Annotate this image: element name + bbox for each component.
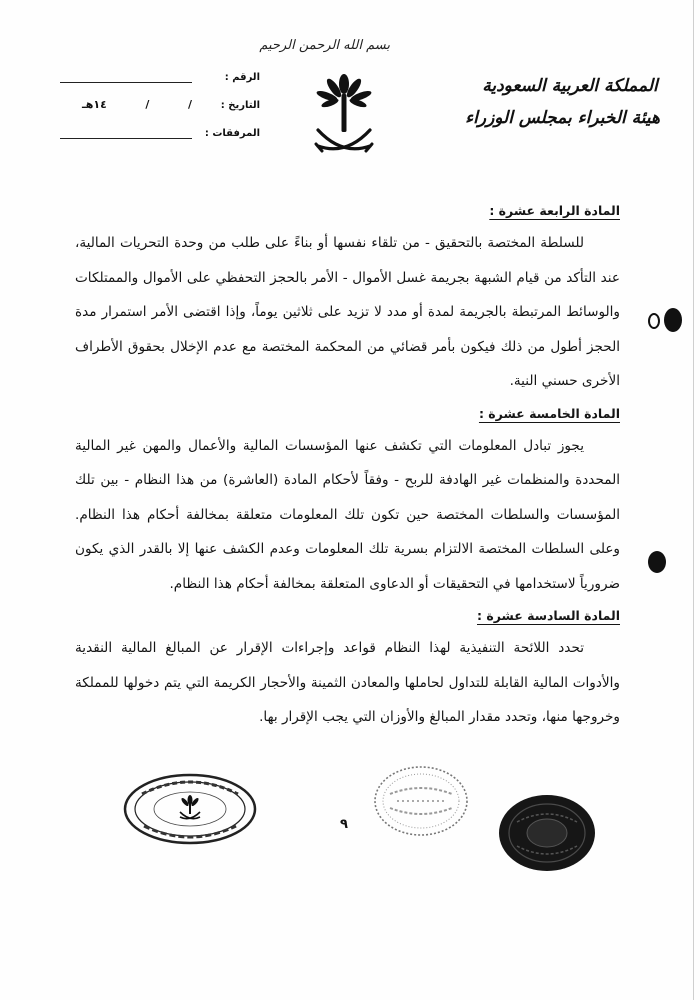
reference-fields [60, 68, 260, 152]
scan-edge-line [693, 0, 694, 1000]
punch-hole-mark [664, 308, 682, 332]
basmala: بسم الله الرحمن الرحيم [259, 38, 390, 53]
article-text: تحدد اللائحة التنفيذية لهذا النظام قواعد وإجراءات الإقرار عن المبالغ المالية النقدية والأدوات المالية القابلة للتداول لحاملها والمعادن الثمينة والأحجار الكريمة التي يتم دخولها للمملكة وخروجها منها، وتحدد مقدار المبالغ والأوزان التي يجب الإقرار بها. [75, 640, 620, 725]
faint-circular-stamp [372, 764, 470, 838]
reference-number-label: الرقم : [224, 72, 260, 83]
palm-and-crossed-swords-emblem [312, 72, 376, 160]
date-separator: / [187, 98, 192, 111]
document-body [75, 196, 620, 735]
reference-number-row [60, 68, 260, 96]
reference-attachments-label: المرفقات : [204, 128, 260, 139]
punch-hole-ring [648, 313, 660, 329]
reference-number-line [60, 82, 192, 83]
authority-name: هيئة الخبراء بمجلس الوزراء [465, 108, 660, 128]
date-separator: / [145, 98, 150, 111]
article-text: يجوز تبادل المعلومات التي تكشف عنها المؤسسات المالية والأعمال والمهن غير المالية المحددة والمنظمات غير الهادفة للربح - وفقاً لأحكام المادة (العاشرة) من هذا النظام - بين تلك المؤسسات والسلطات المختصة حين تكون تلك المعلومات متعلقة بمخالفة أحكام هذا النظام. وعلى السلطات المختصة الالتزام بسرية تلك المعلومات وعدم الكشف عنها إلا بالقدر الذي يكون ضرورياً لاستخدامها في التحقيقات أو الدعاوى المتعلقة بمخالفة أحكام هذا النظام. [75, 437, 620, 592]
reference-attachments-row [60, 124, 260, 152]
page-number: ٩ [340, 817, 348, 832]
kingdom-name: المملكة العربية السعودية [482, 76, 658, 96]
article-16 [75, 601, 620, 735]
reference-date-row [60, 96, 260, 124]
date-hijri-year: ١٤هـ [82, 98, 107, 111]
dark-ink-seal [497, 792, 597, 874]
reference-date-template [82, 98, 192, 111]
article-14 [75, 196, 620, 399]
article-15 [75, 399, 620, 602]
reference-attachments-line [60, 138, 192, 139]
authority-seal [122, 772, 258, 846]
reference-date-label: التاريخ : [220, 100, 260, 111]
article-text: للسلطة المختصة بالتحقيق - من تلقاء نفسها أو بناءً على طلب من وحدة التحريات المالية، عند التأكد من قيام الشبهة بجريمة غسل الأموال - الأمر بالحجز التحفظي على الأموال والممتلكات والوسائط المرتبطة بالجريمة لمدة أو مدد لا تزيد على ثلاثين يوماً، وإذا اقتضى الأمر استمرار مدة الحجز أطول من ذلك فيكون بأمر قضائي من المحكمة المختصة مع عدم الإخلال بحقوق الأطراف الأخرى حسني النية. [75, 235, 620, 389]
article-heading: المادة السادسة عشرة : [477, 608, 620, 623]
punch-hole-mark [648, 551, 666, 573]
article-heading: المادة الرابعة عشرة : [489, 203, 620, 218]
article-heading: المادة الخامسة عشرة : [478, 405, 620, 421]
